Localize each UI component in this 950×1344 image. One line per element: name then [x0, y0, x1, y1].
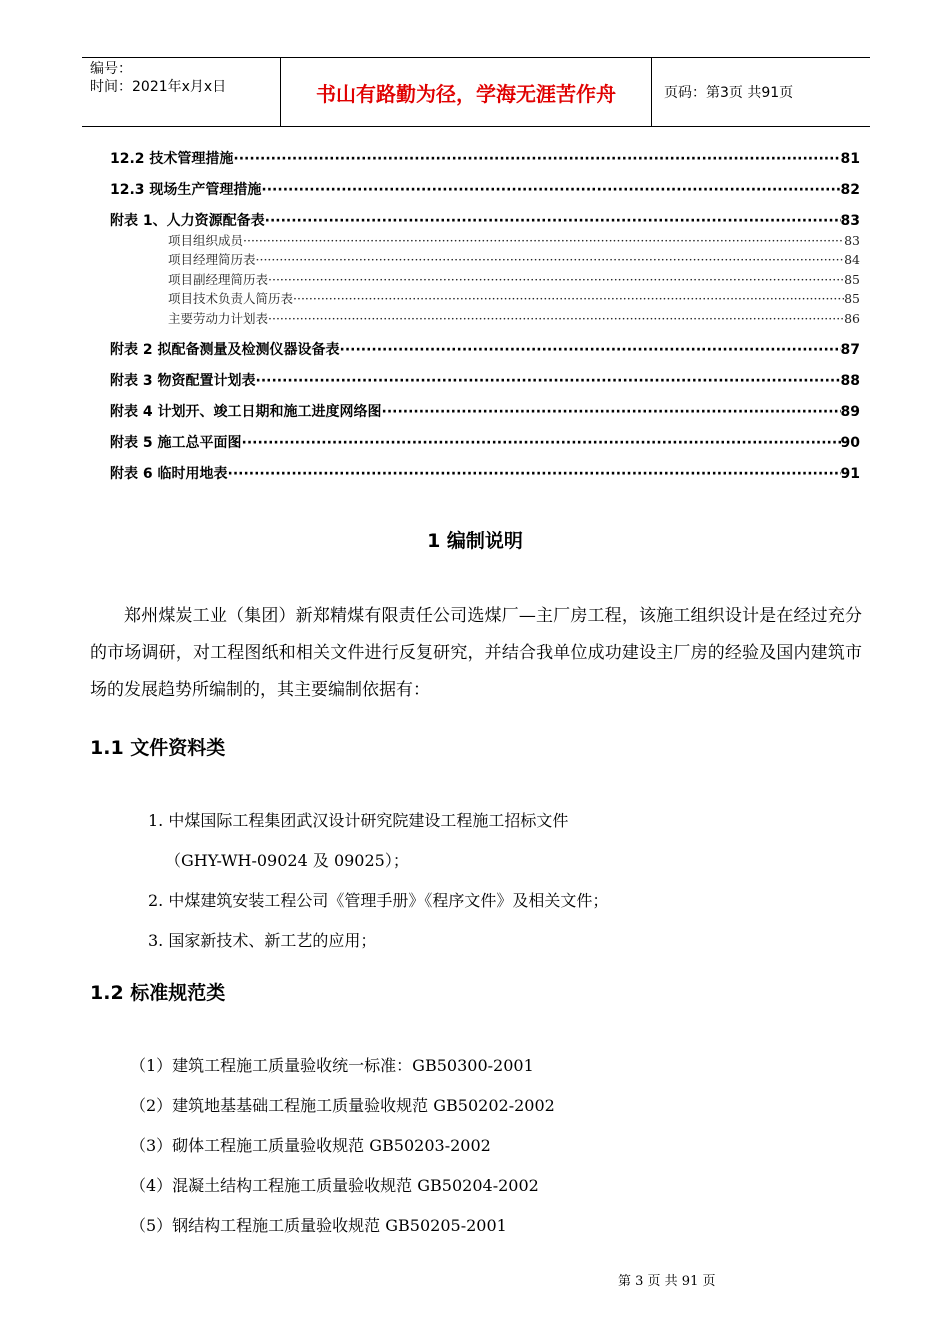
toc-entry[interactable]	[168, 289, 860, 307]
toc-page: 86	[844, 311, 860, 326]
list-item: （GHY-WH-09024 及 09025）；	[165, 851, 409, 870]
list-item: （3）砌体工程施工质量验收规范 GB50203-2002	[130, 1136, 491, 1155]
list-item: 1. 中煤国际工程集团武汉设计研究院建设工程施工招标文件	[148, 811, 569, 830]
toc-title: 12.3 现场生产管理措施	[110, 182, 262, 198]
toc-entry[interactable]	[110, 210, 860, 230]
toc-title: 附表 5 施工总平面图	[110, 435, 242, 451]
toc-entry[interactable]	[110, 432, 860, 452]
toc-title: 项目组织成员	[168, 233, 244, 248]
toc-page: 88	[840, 373, 860, 389]
toc-page: 81	[840, 151, 860, 167]
toc-title: 附表 1、人力资源配备表	[110, 213, 265, 229]
toc-page: 84	[844, 252, 860, 267]
list-item: （4）混凝土结构工程施工质量验收规范 GB50204-2002	[130, 1176, 539, 1195]
section-heading: 1 编制说明	[427, 530, 523, 552]
toc-entry[interactable]	[110, 339, 860, 359]
toc-entry[interactable]	[168, 270, 860, 288]
toc-page: 91	[840, 466, 860, 482]
subsection-heading: 1.2 标准规范类	[90, 982, 226, 1004]
toc-page: 89	[840, 404, 860, 420]
header-meta	[82, 58, 281, 126]
toc-page: 90	[840, 435, 860, 451]
toc-title: 附表 6 临时用地表	[110, 466, 228, 482]
toc-page: 87	[840, 342, 860, 358]
toc-title: 项目技术负责人简历表	[168, 291, 294, 306]
toc-title: 附表 4 计划开、竣工日期和施工进度网络图	[110, 404, 382, 420]
toc-page: 85	[844, 272, 860, 287]
list-item: （5）钢结构工程施工质量验收规范 GB50205-2001	[130, 1216, 507, 1235]
toc-page: 83	[840, 213, 860, 229]
toc-entry[interactable]	[110, 148, 860, 168]
toc-entry[interactable]	[110, 179, 860, 199]
toc-entry[interactable]	[168, 231, 860, 249]
section-paragraph: 郑州煤炭工业（集团）新郑精煤有限责任公司选煤厂—主厂房工程，该施工组织设计是在经过充分的市场调研，对工程图纸和相关文件进行反复研究，并结合我单位成功建设主厂房的经验及国内建筑市场的发展趋势所编制的，其主要编制依据有：	[90, 606, 862, 700]
toc-title: 主要劳动力计划表	[168, 311, 269, 326]
subsection-heading: 1.1 文件资料类	[90, 737, 226, 759]
list-item: （1）建筑工程施工质量验收统一标准：GB50300-2001	[130, 1056, 534, 1075]
list-item: （2）建筑地基基础工程施工质量验收规范 GB50202-2002	[130, 1096, 555, 1115]
page-header	[82, 57, 870, 127]
toc-title: 12.2 技术管理措施	[110, 151, 234, 167]
page-footer: 第 3 页 共 91 页	[618, 1274, 716, 1289]
toc-entry[interactable]	[110, 463, 860, 483]
toc-title: 项目经理简历表	[168, 252, 256, 267]
toc-title: 项目副经理简历表	[168, 272, 269, 287]
toc-page: 85	[844, 291, 860, 306]
time-label: 时间：2021年x月x日	[90, 79, 227, 95]
number-label: 编号：	[90, 61, 132, 77]
toc-page: 83	[844, 233, 860, 248]
toc-title: 附表 3 物资配置计划表	[110, 373, 256, 389]
toc-entry[interactable]	[168, 250, 860, 268]
toc-entry[interactable]	[168, 309, 860, 327]
header-motto: 书山有路勤为径，学海无涯苦作舟	[281, 58, 652, 126]
list-item: 3. 国家新技术、新工艺的应用；	[148, 931, 377, 950]
toc-title: 附表 2 拟配备测量及检测仪器设备表	[110, 342, 340, 358]
toc-page: 82	[840, 182, 860, 198]
toc-entry[interactable]	[110, 370, 860, 390]
toc-entry[interactable]	[110, 401, 860, 421]
header-page-info: 页码：第3页 共91页	[664, 85, 794, 101]
list-item: 2. 中煤建筑安装工程公司《管理手册》《程序文件》及相关文件；	[148, 891, 609, 910]
